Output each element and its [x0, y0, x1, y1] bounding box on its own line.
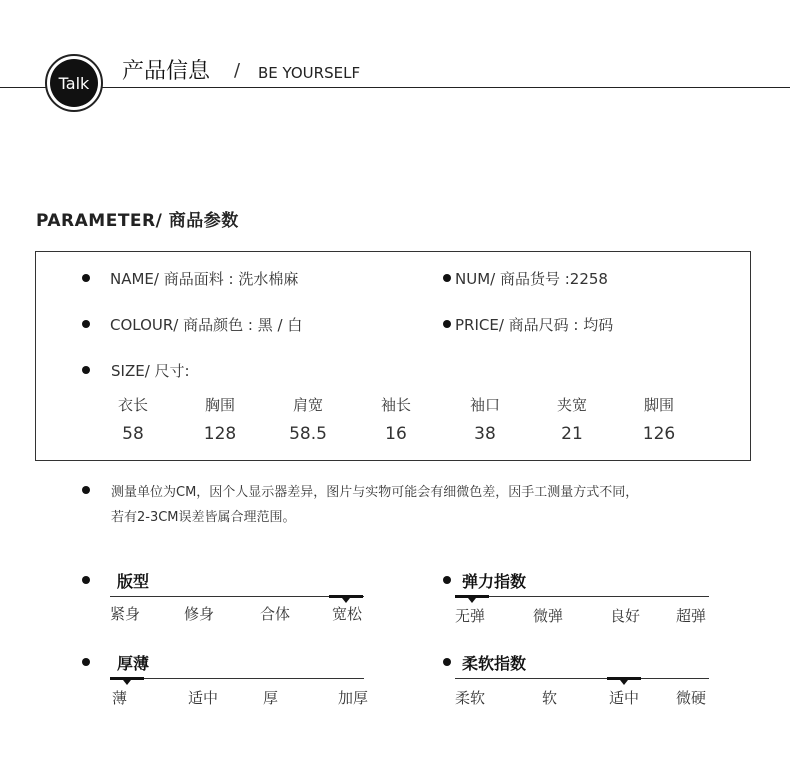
bullet-icon	[82, 366, 90, 374]
fabric-info: NAME/ 商品面料 : 洗水棉麻	[110, 270, 299, 288]
thickness-option-selected: 薄	[112, 689, 128, 707]
softness-option: 微硬	[676, 689, 707, 707]
marker-pointer-icon	[620, 680, 628, 685]
colour-info: COLOUR/ 商品颜色 : 黑 / 白	[110, 316, 303, 334]
bullet-icon	[82, 658, 90, 666]
softness-option-selected: 适中	[609, 689, 640, 707]
measurement-note: 若有2-3CM误差皆属合理范围。	[111, 510, 296, 525]
thickness-title: 厚薄	[117, 654, 150, 673]
fit-option: 合体	[260, 605, 291, 623]
fit-option-selected: 宽松	[332, 605, 363, 623]
size-value: 58.5	[289, 424, 327, 444]
softness-title: 柔软指数	[462, 654, 527, 673]
talk-badge: Talk	[50, 59, 98, 107]
bullet-icon	[82, 486, 90, 494]
size-label: SIZE/ 尺寸:	[111, 362, 190, 380]
size-value: 58	[122, 424, 144, 444]
size-header: 脚围	[643, 396, 674, 414]
parameter-title: PARAMETER/ 商品参数	[36, 211, 239, 231]
fit-scale-line	[110, 596, 364, 597]
size-header: 夹宽	[556, 396, 587, 414]
elasticity-scale-line	[455, 596, 709, 597]
bullet-icon	[443, 658, 451, 666]
size-value: 21	[561, 424, 583, 444]
size-type-info: PRICE/ 商品尺码 : 均码	[455, 316, 614, 334]
size-value: 128	[203, 424, 237, 444]
fit-title: 版型	[117, 572, 150, 591]
bullet-icon	[443, 320, 451, 328]
elasticity-title: 弹力指数	[462, 572, 527, 591]
thickness-option: 厚	[263, 689, 279, 707]
elasticity-option-selected: 无弹	[455, 607, 486, 625]
thickness-option: 适中	[188, 689, 219, 707]
title-separator: /	[234, 60, 241, 81]
size-value: 16	[385, 424, 407, 444]
elasticity-option: 微弹	[533, 607, 564, 625]
size-header: 袖长	[380, 396, 411, 414]
marker-pointer-icon	[468, 598, 476, 603]
softness-scale-line	[455, 678, 709, 679]
page-subtitle: BE YOURSELF	[258, 64, 361, 82]
softness-option: 软	[542, 689, 558, 707]
size-value: 38	[474, 424, 496, 444]
bullet-icon	[443, 274, 451, 282]
size-header: 胸围	[204, 396, 235, 414]
bullet-icon	[82, 576, 90, 584]
header-divider	[0, 87, 790, 88]
softness-option: 柔软	[455, 689, 486, 707]
page-title: 产品信息	[122, 59, 211, 84]
fit-option: 紧身	[110, 605, 141, 623]
elasticity-option: 良好	[610, 607, 641, 625]
bullet-icon	[82, 320, 90, 328]
thickness-option: 加厚	[338, 689, 369, 707]
size-header: 衣长	[117, 396, 148, 414]
item-number-info: NUM/ 商品货号 :2258	[455, 270, 608, 288]
thickness-scale-line	[110, 678, 364, 679]
marker-pointer-icon	[123, 680, 131, 685]
elasticity-option: 超弹	[676, 607, 707, 625]
bullet-icon	[82, 274, 90, 282]
fit-option: 修身	[184, 605, 215, 623]
size-header: 肩宽	[292, 396, 323, 414]
size-value: 126	[642, 424, 676, 444]
bullet-icon	[443, 576, 451, 584]
size-header: 袖口	[469, 396, 500, 414]
measurement-note: 测量单位为CM，因个人显示器差异，图片与实物可能会有细微色差，因手工测量方式不同，	[111, 485, 639, 500]
